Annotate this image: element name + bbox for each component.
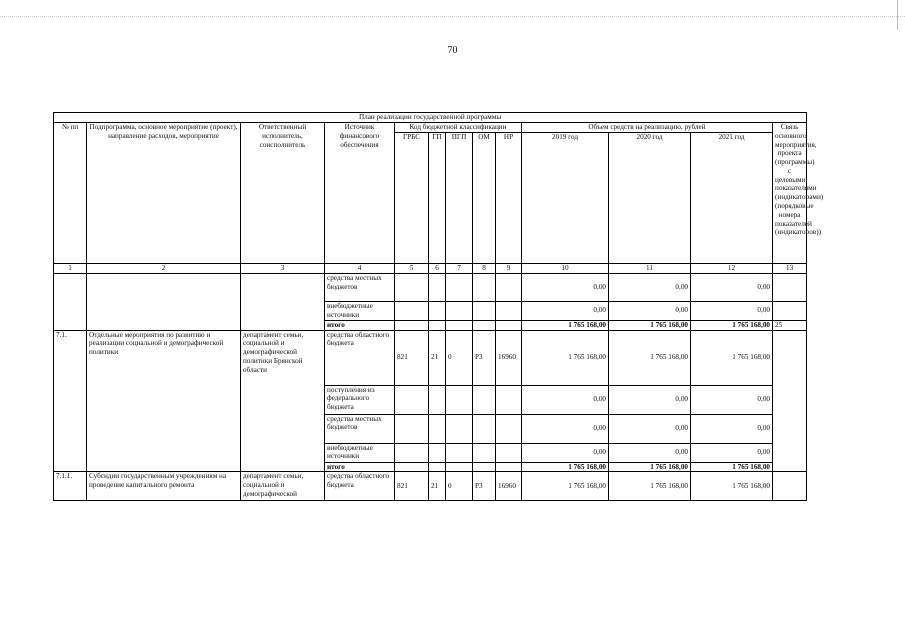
- cell-source: внебюджетные источники: [325, 443, 395, 462]
- cell-2020: 0,00: [609, 385, 691, 414]
- cell-2019: 1 765 168,00: [522, 330, 609, 385]
- column-number: 9: [496, 264, 522, 274]
- cell-2021: 1 765 168,00: [691, 330, 773, 385]
- header-nr: НР: [496, 132, 522, 263]
- cell-pgp: 0: [446, 330, 473, 385]
- cell-source: средства областного бюджета: [325, 472, 395, 501]
- column-number: 11: [609, 264, 691, 274]
- column-number: 13: [773, 264, 807, 274]
- cell-gp: 21: [429, 472, 446, 501]
- column-number: 3: [241, 264, 325, 274]
- column-number: 12: [691, 264, 773, 274]
- column-number: 10: [522, 264, 609, 274]
- cell-nr: 16960: [496, 472, 522, 501]
- header-row: [54, 123, 807, 133]
- header-2021: 2021 год: [691, 132, 773, 263]
- column-number: 2: [87, 264, 241, 274]
- header-link: Связь основного мероприятия, проекта (программы) с целевыми показателями (индикаторами) (порядковые номера показателей (индикаторов)): [773, 123, 807, 264]
- cell-om: Р3: [473, 472, 496, 501]
- header-gp: ГП: [429, 132, 446, 263]
- cell-2019: 0,00: [522, 301, 609, 320]
- cell-grbs: 821: [395, 472, 429, 501]
- column-number: 7: [446, 264, 473, 274]
- cell-2020: 0,00: [609, 301, 691, 320]
- header-funding: Объем средств на реализацию, рублей: [522, 123, 773, 133]
- cell-2021: 0,00: [691, 301, 773, 320]
- cell-responsible: [241, 273, 325, 330]
- column-number: 1: [54, 264, 87, 274]
- cell-source: средства местных бюджетов: [325, 273, 395, 301]
- header-pgp: ПГП: [446, 132, 473, 263]
- cell-2021: 1 765 168,00: [691, 462, 773, 472]
- cell-2020: 1 765 168,00: [609, 462, 691, 472]
- cell-2020: 1 765 168,00: [609, 472, 691, 501]
- cell-2021: 0,00: [691, 443, 773, 462]
- cell-gp: 21: [429, 330, 446, 385]
- header-responsible: Ответственный исполнитель, соисполнитель: [241, 123, 325, 264]
- cell-source: средства местных бюджетов: [325, 414, 395, 443]
- table-row: [54, 330, 807, 385]
- cell-responsible: департамент семьи, социальной и демографической политики Брянской области: [241, 330, 325, 472]
- cell-source: поступления из федерального бюджета: [325, 385, 395, 414]
- program-plan-table: [53, 112, 824, 501]
- header-num: № пп: [54, 123, 87, 264]
- cell-num: [54, 273, 87, 330]
- cell-2019: 1 765 168,00: [522, 462, 609, 472]
- cell-name: Отдельные мероприятия по развитию и реализации социальной и демографической политики: [87, 330, 241, 472]
- cell-2019: 1 765 168,00: [522, 472, 609, 501]
- cell-name: [87, 273, 241, 330]
- header-om: ОМ: [473, 132, 496, 263]
- cell-num: 7.1.: [54, 330, 87, 472]
- column-number: 4: [325, 264, 395, 274]
- table-title: План реализации государственной программы: [54, 113, 807, 123]
- cell-2021: 0,00: [691, 273, 773, 301]
- cell-2019: 0,00: [522, 414, 609, 443]
- cell-link: [773, 330, 807, 472]
- cell-2020: 1 765 168,00: [609, 320, 691, 330]
- column-number: 5: [395, 264, 429, 274]
- cell-source: итого: [325, 462, 395, 472]
- cell-link: 25: [773, 320, 807, 330]
- column-number: 8: [473, 264, 496, 274]
- cell-responsible: департамент семьи, социальной и демографической: [241, 472, 325, 501]
- header-budget-code: Код бюджетной классификации: [395, 123, 522, 133]
- cell-source: средства областного бюджета: [325, 330, 395, 385]
- cell-2021: 1 765 168,00: [691, 472, 773, 501]
- cell-2020: 0,00: [609, 273, 691, 301]
- scan-edge: [897, 0, 898, 30]
- cell-2021: 1 765 168,00: [691, 320, 773, 330]
- cell-2021: 0,00: [691, 385, 773, 414]
- table-row: [54, 472, 807, 501]
- cell-2020: 1 765 168,00: [609, 330, 691, 385]
- column-number: 6: [429, 264, 446, 274]
- header-name: Подпрограмма, основное мероприятие (проект), направление расходов, мероприятие: [87, 123, 241, 264]
- cell-2020: 0,00: [609, 414, 691, 443]
- table-row: [54, 273, 807, 301]
- header-2020: 2020 год: [609, 132, 691, 263]
- header-source: Источник финансового обеспечения: [325, 123, 395, 264]
- column-number-row: [54, 264, 807, 274]
- cell-2019: 0,00: [522, 385, 609, 414]
- cell-2019: 1 765 168,00: [522, 320, 609, 330]
- cell-om: Р3: [473, 330, 496, 385]
- cell-num: 7.1.1.: [54, 472, 87, 501]
- cell-grbs: 821: [395, 330, 429, 385]
- cell-name: Субсидии государственным учреждениям на проведение капитального ремонта: [87, 472, 241, 501]
- header-2019: 2019 год: [522, 132, 609, 263]
- cell-source: итого: [325, 320, 395, 330]
- page-number: 70: [447, 45, 458, 56]
- cell-2021: 0,00: [691, 414, 773, 443]
- cell-2019: 0,00: [522, 443, 609, 462]
- cell-nr: 16960: [496, 330, 522, 385]
- cell-source: внебюджетные источники: [325, 301, 395, 320]
- header-grbs: ГРБС: [395, 132, 429, 263]
- cell-pgp: 0: [446, 472, 473, 501]
- cell-2019: 0,00: [522, 273, 609, 301]
- scan-noise: [0, 16, 905, 21]
- cell-2020: 0,00: [609, 443, 691, 462]
